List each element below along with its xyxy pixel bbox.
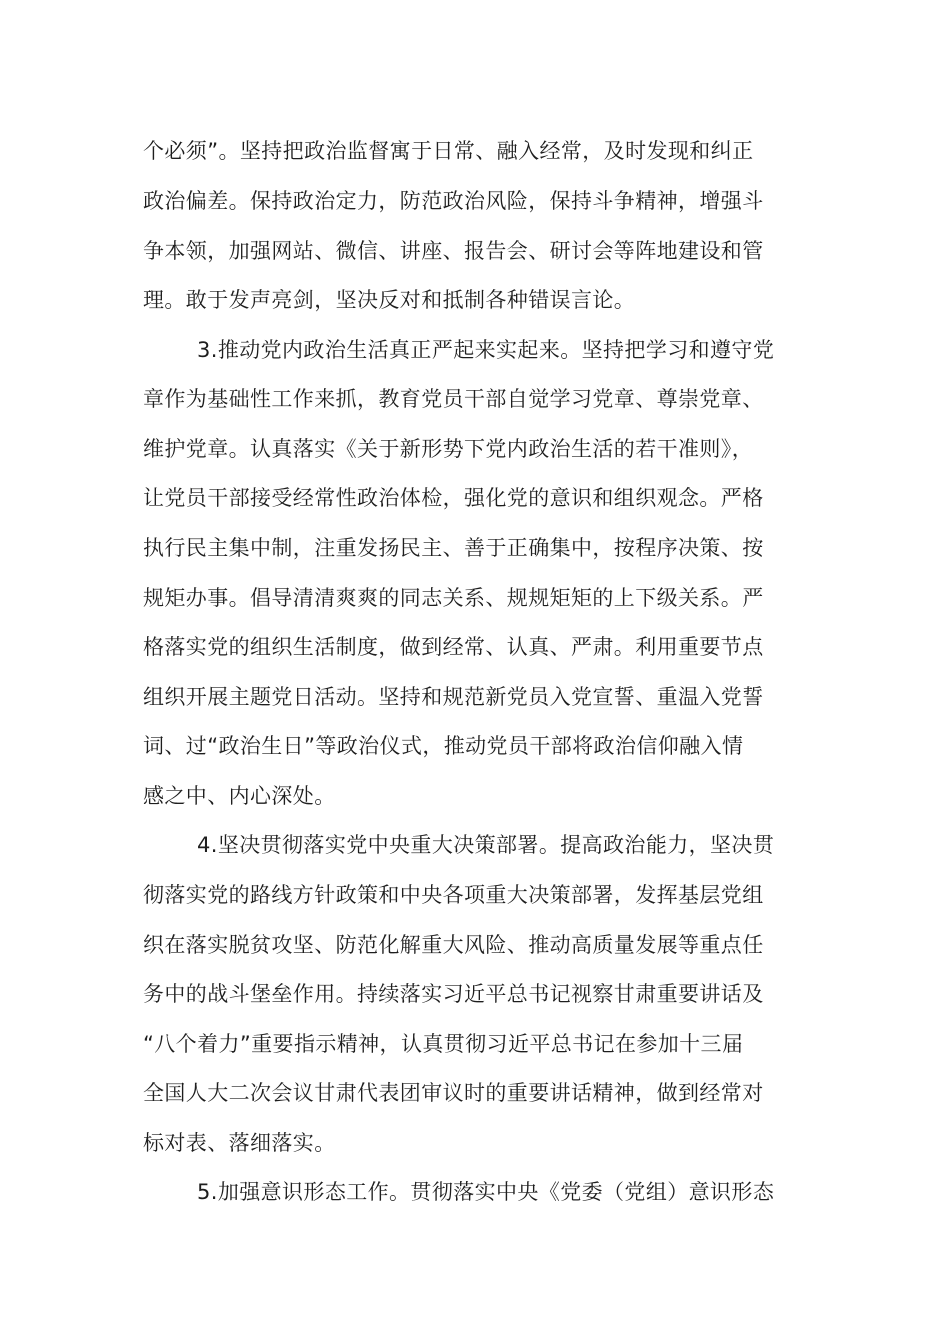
paragraph-line: 织在落实脱贫攻坚、防范化解重大风险、推动高质量发展等重点任 bbox=[143, 933, 764, 957]
paragraph-first-line: 3.推动党内政治生活真正严起来实起来。坚持把学习和遵守党 bbox=[197, 338, 775, 362]
paragraph-line: 务中的战斗堡垒作用。持续落实习近平总书记视察甘肃重要讲话及 bbox=[143, 982, 764, 1006]
paragraph-line: 章作为基础性工作来抓，教育党员干部自觉学习党章、尊崇党章、 bbox=[143, 387, 764, 411]
paragraph-line: 标对表、落细落实。 bbox=[143, 1131, 336, 1155]
paragraph-line: 争本领，加强网站、微信、讲座、报告会、研讨会等阵地建设和管 bbox=[143, 239, 764, 263]
paragraph-line: 个必须”。坚持把政治监督寓于日常、融入经常，及时发现和纠正 bbox=[143, 139, 754, 163]
paragraph-line: 全国人大二次会议甘肃代表团审议时的重要讲话精神，做到经常对 bbox=[143, 1081, 764, 1105]
paragraph-first-line: 5.加强意识形态工作。贯彻落实中央《党委（党组）意识形态 bbox=[197, 1180, 775, 1204]
paragraph-line: 彻落实党的路线方针政策和中央各项重大决策部署，发挥基层党组 bbox=[143, 883, 764, 907]
paragraph-line: 组织开展主题党日活动。坚持和规范新党员入党宣誓、重温入党誓 bbox=[143, 685, 764, 709]
paragraph-line: 感之中、内心深处。 bbox=[143, 784, 336, 808]
paragraph-line: 格落实党的组织生活制度，做到经常、认真、严肃。利用重要节点 bbox=[143, 635, 764, 659]
paragraph-line: 让党员干部接受经常性政治体检，强化党的意识和组织观念。严格 bbox=[143, 486, 764, 510]
paragraph-line: 维护党章。认真落实《关于新形势下党内政治生活的若干准则》， bbox=[143, 437, 754, 461]
paragraph-first-line: 4.坚决贯彻落实党中央重大决策部署。提高政治能力，坚决贯 bbox=[197, 833, 775, 857]
paragraph-line: “八个着力”重要指示精神，认真贯彻习近平总书记在参加十三届 bbox=[143, 1032, 744, 1056]
paragraph-line: 词、过“政治生日”等政治仪式，推动党员干部将政治信仰融入情 bbox=[143, 734, 744, 758]
paragraph-line: 理。敢于发声亮剑，坚决反对和抵制各种错误言论。 bbox=[143, 288, 636, 312]
paragraph-line: 执行民主集中制，注重发扬民主、善于正确集中，按程序决策、按 bbox=[143, 536, 764, 560]
paragraph-line: 规矩办事。倡导清清爽爽的同志关系、规规矩矩的上下级关系。严 bbox=[143, 586, 764, 610]
paragraph-line: 政治偏差。保持政治定力，防范政治风险，保持斗争精神，增强斗 bbox=[143, 189, 764, 213]
